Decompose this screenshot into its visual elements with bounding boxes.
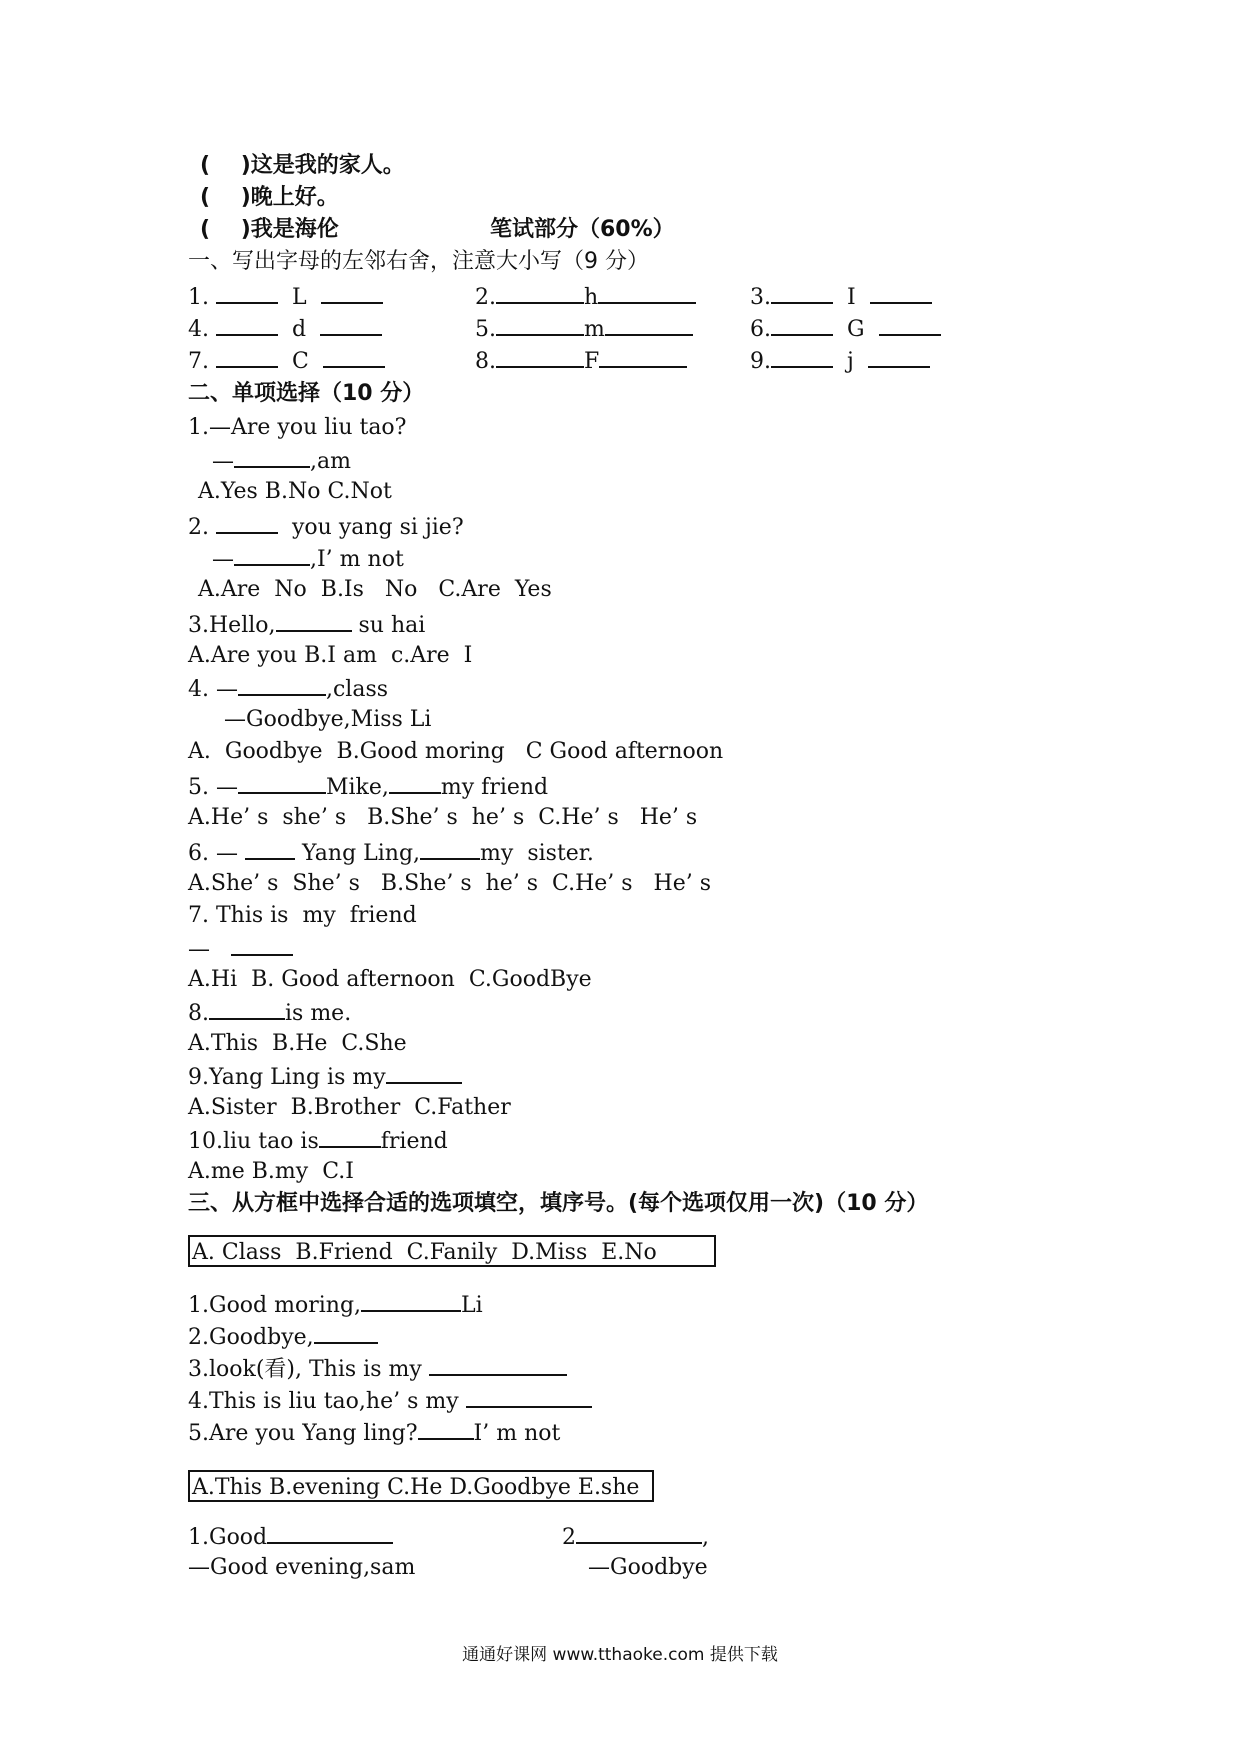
answer-blank[interactable]	[216, 346, 278, 368]
answer-blank[interactable]	[466, 1386, 592, 1408]
letter-item	[188, 314, 382, 344]
s3-r2: 2 ,	[562, 1522, 709, 1552]
answer-blank[interactable]	[209, 998, 285, 1020]
oral-line-2: ( )晚上好。	[200, 185, 339, 210]
letter-item	[475, 346, 687, 376]
q6-options: A.She’ s She’ s B.She’ s he’ s C.He’ s He’ s	[188, 871, 712, 896]
answer-blank[interactable]	[870, 282, 932, 304]
s3-q4: 4.This is liu tao,he’ s my	[188, 1386, 592, 1416]
answer-blank[interactable]	[238, 674, 326, 696]
answer-blank[interactable]	[599, 346, 687, 368]
word-bank-box-1: A. Class B.Friend C.Fanily D.Miss E.No	[188, 1235, 716, 1267]
given-letter: j	[847, 349, 854, 374]
answer-blank[interactable]	[418, 1418, 474, 1440]
letter-item	[188, 346, 385, 376]
answer-blank[interactable]	[320, 314, 382, 336]
answer-blank[interactable]	[496, 282, 584, 304]
answer-blank[interactable]	[868, 346, 930, 368]
given-letter: G	[847, 317, 865, 342]
q1-options: A.Yes B.No C.Not	[198, 479, 392, 504]
answer-blank[interactable]	[771, 346, 833, 368]
item-number: 3.	[750, 285, 771, 310]
item-number: 1.	[188, 285, 209, 310]
q4-options: A. Goodbye B.Good moring C Good afternoon	[188, 739, 724, 764]
answer-blank[interactable]	[323, 346, 385, 368]
s3-q1: 1.Good moring, Li	[188, 1290, 483, 1320]
q3-options: A.Are you B.I am c.Are I	[188, 643, 473, 668]
answer-blank[interactable]	[598, 282, 696, 304]
q2-options: A.Are No B.Is No C.Are Yes	[198, 577, 552, 602]
section2-title: 二、单项选择（10 分）	[188, 381, 425, 406]
answer-blank[interactable]	[216, 282, 278, 304]
s3-r1: 1.Good	[188, 1522, 393, 1552]
letter-item	[750, 314, 941, 344]
q7-answer-line: —	[188, 934, 293, 964]
q1-prompt: 1.—Are you liu tao?	[188, 415, 407, 440]
q7-options: A.Hi B. Good afternoon C.GoodBye	[188, 967, 592, 992]
written-section-title: 笔试部分（60%）	[490, 217, 675, 242]
q2-prompt: 2. you yang si jie?	[188, 512, 464, 542]
s3-q5: 5.Are you Yang ling? I’ m not	[188, 1418, 560, 1448]
q10-options: A.me B.my C.I	[188, 1159, 354, 1184]
item-number: 4.	[188, 317, 209, 342]
letter-item	[188, 282, 383, 312]
q2-answer-line: — ,I’ m not	[212, 544, 404, 574]
section1-title: 一、写出字母的左邻右舍，注意大小写（9 分）	[188, 249, 649, 274]
item-number: 8.	[475, 349, 496, 374]
s3-r1-response: —Good evening,sam	[188, 1555, 416, 1580]
q8-options: A.This B.He C.She	[188, 1031, 407, 1056]
answer-blank[interactable]	[361, 1290, 461, 1312]
answer-blank[interactable]	[496, 346, 584, 368]
given-letter: m	[584, 317, 605, 342]
answer-blank[interactable]	[216, 512, 278, 534]
letter-item	[475, 314, 693, 344]
letter-item	[750, 346, 930, 376]
q8-prompt: 8. is me.	[188, 998, 351, 1028]
answer-blank[interactable]	[386, 1062, 462, 1084]
word-bank-box-2: A.This B.evening C.He D.Goodbye E.she	[188, 1470, 654, 1502]
answer-blank[interactable]	[321, 282, 383, 304]
given-letter: h	[584, 285, 599, 310]
q5-options: A.He’ s she’ s B.She’ s he’ s C.He’ s He’ s	[188, 805, 698, 830]
q9-options: A.Sister B.Brother C.Father	[188, 1095, 511, 1120]
answer-blank[interactable]	[605, 314, 693, 336]
answer-blank[interactable]	[216, 314, 278, 336]
q7-prompt: 7. This is my friend	[188, 903, 417, 928]
answer-blank[interactable]	[276, 610, 352, 632]
given-letter: F	[584, 349, 600, 374]
answer-blank[interactable]	[420, 838, 480, 860]
given-letter: d	[292, 317, 307, 342]
answer-blank[interactable]	[576, 1522, 702, 1544]
q1-answer-line: — ,am	[212, 446, 351, 476]
item-number: 2.	[475, 285, 496, 310]
item-number: 6.	[750, 317, 771, 342]
item-number: 5.	[475, 317, 496, 342]
letter-item	[475, 282, 696, 312]
q5-prompt: 5. — Mike, my friend	[188, 772, 548, 802]
q4-response: —Goodbye,Miss Li	[224, 707, 432, 732]
oral-line-1: ( )这是我的家人。	[200, 153, 405, 178]
answer-blank[interactable]	[231, 934, 293, 956]
s3-q2: 2.Goodbye,	[188, 1322, 378, 1352]
answer-blank[interactable]	[314, 1322, 378, 1344]
answer-blank[interactable]	[267, 1522, 393, 1544]
answer-blank[interactable]	[496, 314, 584, 336]
given-letter: C	[292, 349, 309, 374]
q6-prompt: 6. — Yang Ling, my sister.	[188, 838, 594, 868]
q4-prompt: 4. — ,class	[188, 674, 388, 704]
answer-blank[interactable]	[234, 446, 310, 468]
item-number: 7.	[188, 349, 209, 374]
answer-blank[interactable]	[389, 772, 441, 794]
answer-blank[interactable]	[429, 1354, 567, 1376]
answer-blank[interactable]	[238, 772, 326, 794]
s3-r2-response: —Goodbye	[588, 1555, 708, 1580]
q10-prompt: 10.liu tao is friend	[188, 1126, 448, 1156]
letter-item	[750, 282, 932, 312]
answer-blank[interactable]	[234, 544, 310, 566]
answer-blank[interactable]	[319, 1126, 381, 1148]
answer-blank[interactable]	[245, 838, 295, 860]
s3-q3: 3.look(看), This is my	[188, 1354, 567, 1384]
oral-line-3: ( )我是海伦	[200, 217, 339, 242]
answer-blank[interactable]	[771, 314, 833, 336]
q9-prompt: 9.Yang Ling is my	[188, 1062, 462, 1092]
given-letter: I	[847, 285, 856, 310]
answer-blank[interactable]	[771, 282, 833, 304]
q3-prompt: 3.Hello, su hai	[188, 610, 425, 640]
item-number: 9.	[750, 349, 771, 374]
section3-title: 三、从方框中选择合适的选项填空，填序号。(每个选项仅用一次)（10 分）	[188, 1191, 929, 1216]
given-letter: L	[292, 285, 307, 310]
answer-blank[interactable]	[879, 314, 941, 336]
footer-credit: 通通好课网 www.tthaoke.com 提供下载	[462, 1645, 778, 1665]
